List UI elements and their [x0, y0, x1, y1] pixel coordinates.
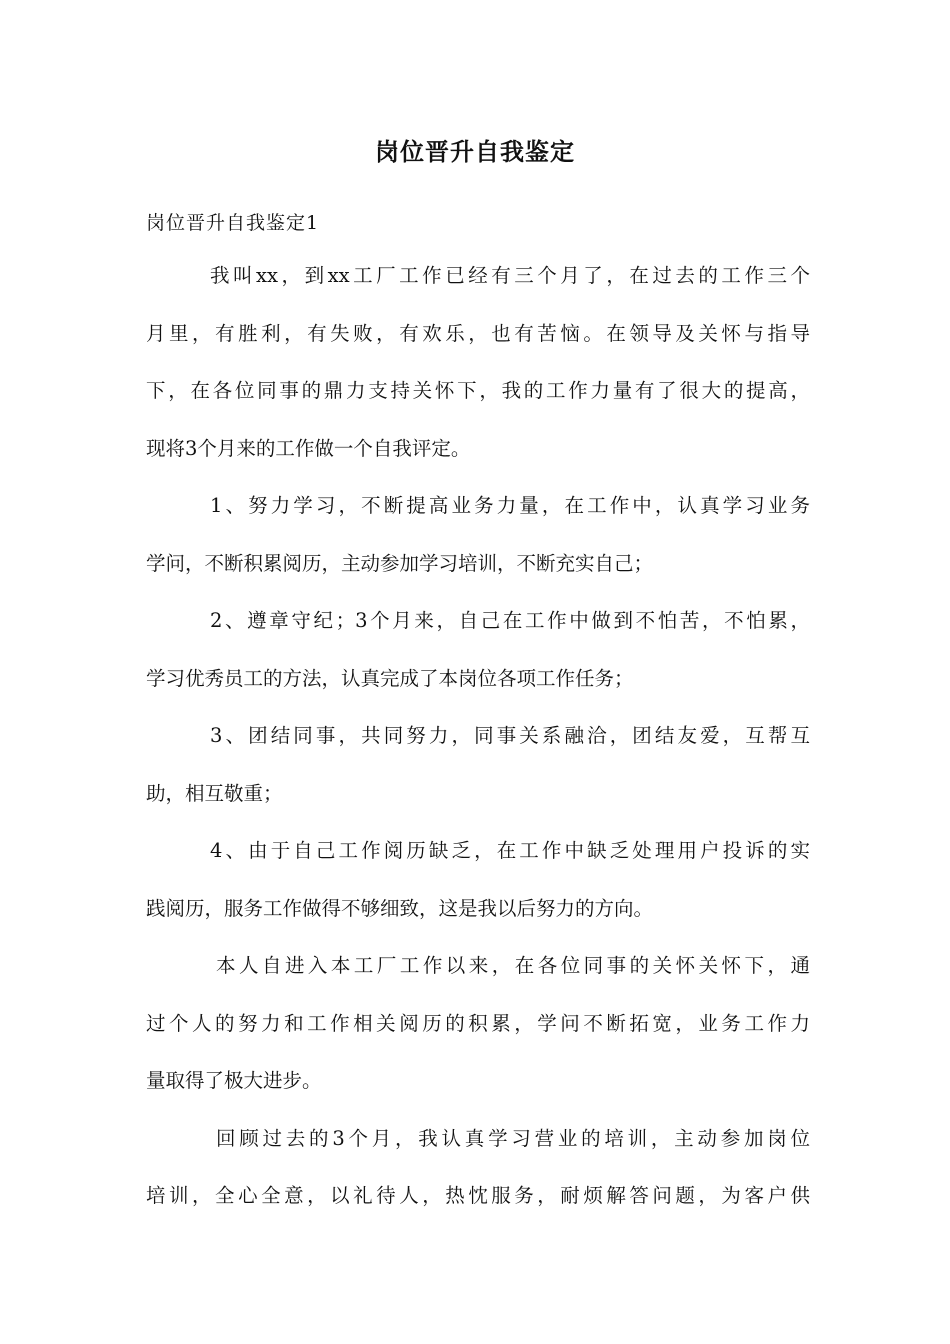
paragraph-line: 我叫xx，到xx工厂工作已经有三个月了，在过去的工作三个: [210, 264, 810, 287]
paragraph-line: 现将3个月来的工作做一个自我评定。: [146, 436, 471, 460]
paragraph-line: 培训，全心全意，以礼待人，热忱服务，耐烦解答问题，为客户供: [146, 1184, 810, 1207]
paragraph-line: 助，相互敬重；: [146, 781, 283, 805]
paragraph-line: 2、遵章守纪；3个月来，自己在工作中做到不怕苦，不怕累，: [210, 609, 810, 632]
paragraph-line: 1、努力学习，不断提高业务力量，在工作中，认真学习业务: [210, 494, 810, 517]
document-body: [146, 247, 810, 1225]
paragraph-line: 回顾过去的3个月，我认真学习营业的培训，主动参加岗位: [216, 1126, 810, 1150]
document-title: 岗位晋升自我鉴定: [375, 137, 575, 166]
paragraph-line: 学问，不断积累阅历，主动参加学习培训，不断充实自己；: [146, 551, 654, 575]
paragraph-line: 践阅历，服务工作做得不够细致，这是我以后努力的方向。: [146, 896, 654, 920]
paragraph-line: 3、团结同事，共同努力，同事关系融洽，团结友爱，互帮互: [210, 724, 810, 747]
paragraph-line: 量取得了极大进步。: [146, 1069, 322, 1092]
paragraph-line: 月里，有胜利，有失败，有欢乐，也有苦恼。在领导及关怀与指导: [146, 321, 810, 345]
paragraph-line: 4、由于自己工作阅历缺乏，在工作中缺乏处理用户投诉的实: [210, 839, 810, 862]
section-heading: 岗位晋升自我鉴定1: [146, 212, 320, 234]
paragraph-line: 学习优秀员工的方法，认真完成了本岗位各项工作任务；: [146, 666, 634, 690]
paragraph-line: 本人自进入本工厂工作以来，在各位同事的关怀关怀下，通: [216, 954, 810, 977]
paragraph-line: 下，在各位同事的鼎力支持关怀下，我的工作力量有了很大的提高，: [146, 379, 810, 402]
paragraph-line: 过个人的努力和工作相关阅历的积累，学问不断拓宽，业务工作力: [146, 1011, 810, 1035]
